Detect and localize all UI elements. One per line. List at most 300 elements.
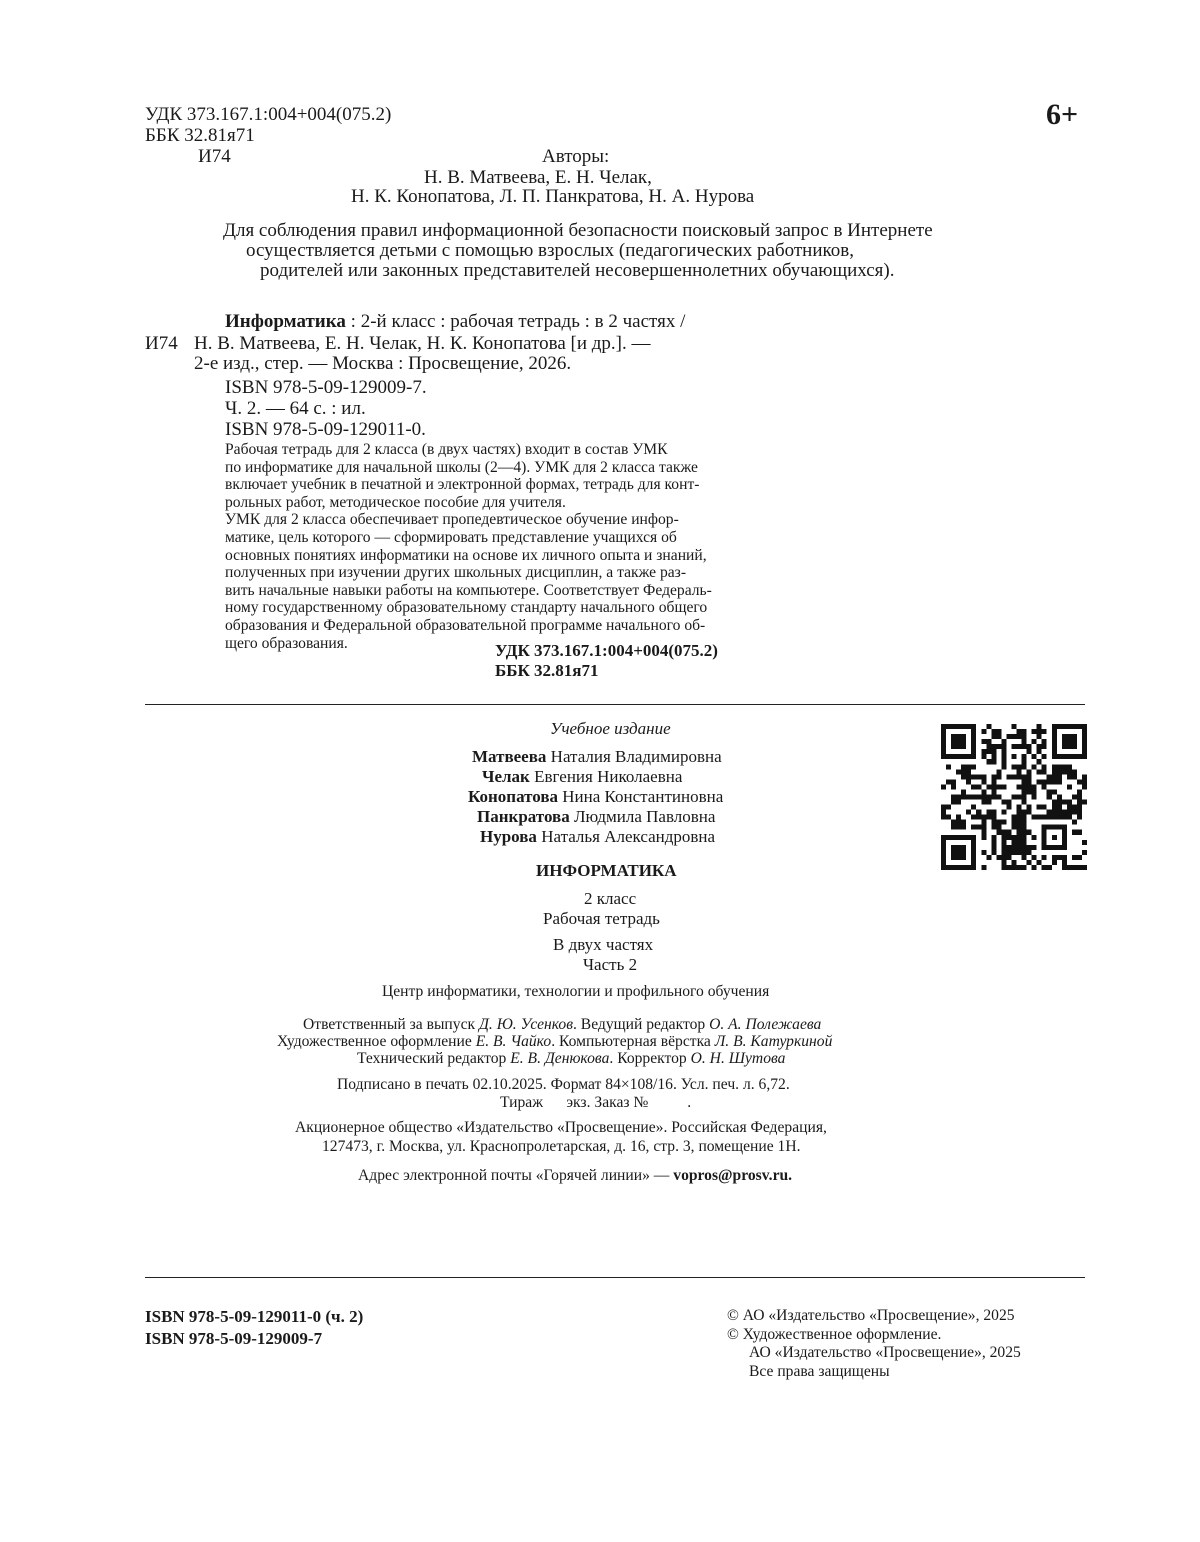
- qr-module: [1027, 850, 1032, 855]
- qr-module: [991, 815, 996, 820]
- divider-top: [145, 704, 1085, 705]
- qr-module: [1032, 739, 1037, 744]
- qr-module: [966, 794, 971, 799]
- qr-module: [991, 845, 996, 850]
- qr-module: [1006, 774, 1011, 779]
- staff-role: Технический редактор: [357, 1050, 511, 1067]
- qr-module: [971, 784, 976, 789]
- qr-module: [986, 810, 991, 815]
- qr-module: [1027, 789, 1032, 794]
- qr-module: [1017, 769, 1022, 774]
- catalog-title-bold: Информатика: [225, 311, 346, 332]
- qr-module: [996, 734, 1001, 739]
- qr-module: [1001, 759, 1006, 764]
- qr-module: [1017, 835, 1022, 840]
- staff-role: Ответственный за выпуск: [303, 1016, 479, 1033]
- qr-module: [991, 759, 996, 764]
- qr-module: [1006, 830, 1011, 835]
- qr-module: [986, 749, 991, 754]
- qr-module: [1032, 794, 1037, 799]
- print-line-2: Тираж экз. Заказ № .: [500, 1094, 692, 1111]
- qr-module: [1062, 810, 1067, 815]
- qr-module: [1027, 805, 1032, 810]
- qr-module: [1032, 784, 1037, 789]
- qr-module: [981, 729, 986, 734]
- qr-module: [1027, 860, 1032, 865]
- qr-module: [1057, 810, 1062, 815]
- catalog-edition-line: 2-е изд., стер. — Москва : Просвещение, 2026.: [194, 353, 572, 374]
- qr-module: [1067, 800, 1072, 805]
- qr-module: [1032, 815, 1037, 820]
- parts-count: В двух частях: [553, 935, 654, 954]
- qr-module: [991, 850, 996, 855]
- qr-module: [996, 820, 1001, 825]
- qr-module: [996, 784, 1001, 789]
- imprint-person: [472, 746, 722, 767]
- qr-module: [981, 779, 986, 784]
- qr-module: [1017, 825, 1022, 830]
- qr-module: [1001, 754, 1006, 759]
- qr-module: [1001, 850, 1006, 855]
- qr-module: [1027, 845, 1032, 850]
- qr-module: [1022, 810, 1027, 815]
- qr-module: [946, 815, 951, 820]
- qr-module: [1017, 810, 1022, 815]
- qr-module: [1001, 840, 1006, 845]
- qr-module: [981, 789, 986, 794]
- qr-module: [1077, 794, 1082, 799]
- qr-module: [956, 794, 961, 799]
- qr-module: [1042, 779, 1047, 784]
- qr-module: [1072, 805, 1077, 810]
- catalog-part-line: Ч. 2. — 64 с. : ил.: [225, 398, 366, 419]
- qr-module: [1052, 769, 1057, 774]
- qr-module: [1032, 754, 1037, 759]
- qr-module: [986, 855, 991, 860]
- qr-module: [1006, 850, 1011, 855]
- qr-module: [991, 840, 996, 845]
- qr-module: [1032, 835, 1037, 840]
- qr-module: [981, 815, 986, 820]
- qr-module: [976, 825, 981, 830]
- qr-module: [986, 800, 991, 805]
- qr-module: [1011, 850, 1016, 855]
- annotation: [225, 441, 775, 652]
- qr-module: [1057, 769, 1062, 774]
- header-udk: УДК 373.167.1:004+004(075.2): [145, 104, 392, 125]
- edition-type: Учебное издание: [550, 719, 671, 738]
- qr-module: [1082, 850, 1087, 855]
- annotation-paragraph-2: [225, 511, 775, 652]
- qr-module: [1027, 779, 1032, 784]
- qr-module: [991, 749, 996, 754]
- hotline-line: [358, 1166, 792, 1185]
- qr-module: [1042, 739, 1047, 744]
- qr-module: [1017, 830, 1022, 835]
- qr-module: [1001, 784, 1006, 789]
- qr-module: [1006, 734, 1011, 739]
- qr-module: [1057, 815, 1062, 820]
- qr-module: [1052, 855, 1057, 860]
- qr-module: [1042, 769, 1047, 774]
- qr-module: [1037, 769, 1042, 774]
- qr-module: [956, 815, 961, 820]
- person-surname: Конопатова: [468, 787, 559, 806]
- qr-module: [976, 794, 981, 799]
- qr-module: [1017, 820, 1022, 825]
- qr-module: [1037, 749, 1042, 754]
- person-name: Людмила Павловна: [573, 807, 716, 826]
- qr-module: [1077, 865, 1082, 870]
- qr-module: [986, 784, 991, 789]
- book-type: Рабочая тетрадь: [543, 909, 660, 928]
- staff-person: Е. В. Денюкова: [510, 1050, 610, 1067]
- qr-module: [966, 774, 971, 779]
- qr-finder-bottom-left: [941, 835, 976, 870]
- annotation-line: вить начальные навыки работы на компьютере. Соответствует Федераль-: [225, 581, 712, 599]
- qr-module: [1082, 840, 1087, 845]
- qr-module: [1001, 835, 1006, 840]
- annotation-line: УМК для 2 класса обеспечивает пропедевтическое обучение инфор-: [225, 511, 679, 529]
- qr-module: [951, 825, 956, 830]
- qr-module: [1052, 860, 1057, 865]
- qr-module: [1042, 764, 1047, 769]
- qr-module: [1067, 769, 1072, 774]
- qr-module: [1042, 784, 1047, 789]
- staff-person: Л. В. Катуркиной: [714, 1033, 833, 1050]
- qr-finder-top-left: [941, 724, 976, 759]
- qr-module: [1077, 779, 1082, 784]
- qr-module: [1022, 815, 1027, 820]
- qr-module: [1001, 800, 1006, 805]
- qr-module: [1022, 734, 1027, 739]
- qr-module: [1077, 815, 1082, 820]
- qr-module: [1001, 810, 1006, 815]
- qr-module: [976, 774, 981, 779]
- qr-module: [1011, 724, 1016, 729]
- qr-module: [1006, 865, 1011, 870]
- qr-module: [981, 794, 986, 799]
- qr-module: [1022, 779, 1027, 784]
- qr-module: [1022, 744, 1027, 749]
- qr-module: [1057, 779, 1062, 784]
- qr-module: [991, 794, 996, 799]
- qr-module: [1077, 855, 1082, 860]
- hotline-text: Адрес электронной почты «Горячей линии» —: [358, 1167, 674, 1184]
- qr-module: [1037, 805, 1042, 810]
- safety-notice-line-1: Для соблюдения правил информационной безопасности поисковый запрос в Интернете: [223, 220, 933, 241]
- qr-module: [1011, 825, 1016, 830]
- qr-module: [1001, 845, 1006, 850]
- qr-module: [1042, 855, 1047, 860]
- qr-module: [946, 779, 951, 784]
- qr-module: [1017, 784, 1022, 789]
- catalog-isbn-2: ISBN 978-5-09-129011-0.: [225, 419, 426, 440]
- part-number: Часть 2: [583, 955, 638, 974]
- qr-module: [1022, 855, 1027, 860]
- publisher-line-2: 127473, г. Москва, ул. Краснопролетарская, д. 16, стр. 3, помещение 1Н.: [322, 1138, 801, 1155]
- qr-module: [1032, 865, 1037, 870]
- qr-module: [1022, 835, 1027, 840]
- imprint-person: [480, 826, 715, 847]
- qr-module: [1011, 754, 1016, 759]
- qr-module: [971, 764, 976, 769]
- qr-module: [1022, 840, 1027, 845]
- qr-module: [1006, 835, 1011, 840]
- qr-module: [1001, 830, 1006, 835]
- qr-module: [1077, 800, 1082, 805]
- qr-module: [981, 754, 986, 759]
- qr-module: [1032, 845, 1037, 850]
- qr-module: [941, 805, 946, 810]
- qr-module: [1057, 805, 1062, 810]
- qr-module: [971, 825, 976, 830]
- qr-module: [1022, 789, 1027, 794]
- qr-module: [1001, 749, 1006, 754]
- qr-module: [1062, 855, 1067, 860]
- annotation-udk: УДК 373.167.1:004+004(075.2): [495, 641, 718, 660]
- qr-module: [1027, 784, 1032, 789]
- qr-module: [981, 830, 986, 835]
- qr-module: [956, 800, 961, 805]
- qr-module: [1001, 855, 1006, 860]
- qr-module: [1017, 744, 1022, 749]
- qr-module: [991, 789, 996, 794]
- qr-module: [991, 784, 996, 789]
- qr-module: [1052, 764, 1057, 769]
- imprint-person: [468, 786, 723, 807]
- qr-module: [951, 820, 956, 825]
- qr-module: [1017, 729, 1022, 734]
- qr-module: [961, 764, 966, 769]
- qr-module: [1042, 729, 1047, 734]
- qr-module: [1057, 764, 1062, 769]
- qr-module: [1022, 784, 1027, 789]
- qr-module: [986, 815, 991, 820]
- annotation-line: включает учебник в печатной и электронной формах, тетрадь для конт-: [225, 476, 700, 494]
- qr-module: [941, 784, 946, 789]
- qr-module: [991, 744, 996, 749]
- qr-module: [996, 855, 1001, 860]
- annotation-paragraph-1: [225, 441, 775, 511]
- annotation-line: матике, цель которого — сформировать представление учащихся об: [225, 528, 677, 546]
- qr-module: [1006, 800, 1011, 805]
- qr-module: [961, 825, 966, 830]
- qr-module: [1057, 774, 1062, 779]
- annotation-line: полученных при изучении других школьных дисциплин, а также раз-: [225, 564, 687, 582]
- qr-module: [1027, 744, 1032, 749]
- qr-module: [1047, 810, 1052, 815]
- qr-module: [1022, 759, 1027, 764]
- qr-alignment: [1042, 825, 1067, 850]
- qr-module: [961, 789, 966, 794]
- qr-module: [1072, 820, 1077, 825]
- staff-person: О. Н. Шутова: [690, 1050, 786, 1067]
- qr-module: [996, 794, 1001, 799]
- qr-module: [1082, 800, 1087, 805]
- qr-module: [1017, 850, 1022, 855]
- qr-module: [1022, 825, 1027, 830]
- qr-module: [1037, 759, 1042, 764]
- qr-module: [1067, 865, 1072, 870]
- qr-module: [1037, 815, 1042, 820]
- qr-module: [1077, 810, 1082, 815]
- person-surname: Челак: [482, 767, 530, 786]
- copyright-3: АО «Издательство «Просвещение», 2025: [749, 1344, 1021, 1361]
- publishing-center: Центр информатики, технологии и профильного обучения: [382, 983, 770, 1000]
- qr-module: [1032, 729, 1037, 734]
- qr-module: [991, 734, 996, 739]
- qr-module: [1001, 764, 1006, 769]
- qr-module: [1001, 744, 1006, 749]
- qr-module: [1011, 734, 1016, 739]
- qr-module: [971, 815, 976, 820]
- qr-module: [1022, 845, 1027, 850]
- qr-module: [956, 820, 961, 825]
- authors-label: Авторы:: [542, 146, 610, 167]
- qr-module: [1042, 805, 1047, 810]
- qr-module: [946, 764, 951, 769]
- qr-module: [991, 774, 996, 779]
- qr-module: [1022, 820, 1027, 825]
- qr-module: [991, 754, 996, 759]
- catalog-isbn-1: ISBN 978-5-09-129009-7.: [225, 377, 427, 398]
- qr-module: [986, 794, 991, 799]
- qr-module: [1032, 764, 1037, 769]
- qr-module: [1082, 865, 1087, 870]
- annotation-line: ному государственному образовательному стандарту начального общего: [225, 599, 708, 617]
- person-surname: Нурова: [480, 827, 537, 846]
- qr-module: [976, 815, 981, 820]
- qr-module: [971, 805, 976, 810]
- qr-module: [951, 784, 956, 789]
- qr-module: [1017, 764, 1022, 769]
- staff-role: . Корректор: [609, 1050, 691, 1067]
- qr-module: [971, 794, 976, 799]
- qr-module: [966, 810, 971, 815]
- qr-module: [1006, 805, 1011, 810]
- qr-module: [1011, 865, 1016, 870]
- qr-module: [981, 825, 986, 830]
- qr-module: [1082, 774, 1087, 779]
- qr-module: [1001, 860, 1006, 865]
- qr-finder-top-right: [1052, 724, 1087, 759]
- qr-module: [1032, 789, 1037, 794]
- qr-module: [941, 815, 946, 820]
- qr-module: [986, 744, 991, 749]
- imprint-person: [477, 806, 715, 827]
- qr-module: [1027, 830, 1032, 835]
- qr-module: [981, 850, 986, 855]
- qr-module: [1027, 774, 1032, 779]
- safety-notice-line-3: родителей или законных представителей несовершеннолетних обучающихся).: [260, 260, 895, 281]
- qr-module: [1027, 769, 1032, 774]
- staff-person: Д. Ю. Усенков: [478, 1016, 573, 1033]
- qr-module: [1067, 805, 1072, 810]
- qr-module: [1047, 779, 1052, 784]
- qr-module: [1062, 815, 1067, 820]
- qr-module: [996, 729, 1001, 734]
- header-author-mark: И74: [198, 146, 231, 167]
- qr-module: [1011, 774, 1016, 779]
- qr-module: [1011, 794, 1016, 799]
- qr-module: [981, 800, 986, 805]
- qr-module: [1037, 744, 1042, 749]
- qr-module: [1022, 739, 1027, 744]
- qr-module: [1001, 865, 1006, 870]
- qr-module: [1017, 805, 1022, 810]
- qr-module: [1072, 794, 1077, 799]
- qr-module: [1077, 805, 1082, 810]
- qr-module: [1022, 850, 1027, 855]
- qr-module: [1072, 865, 1077, 870]
- qr-module: [996, 825, 1001, 830]
- qr-module: [1022, 794, 1027, 799]
- qr-module: [1011, 744, 1016, 749]
- grade: 2 класс: [584, 889, 637, 908]
- qr-module: [1022, 764, 1027, 769]
- qr-module: [1072, 830, 1077, 835]
- person-name: Наталия Владимировна: [550, 747, 722, 766]
- qr-module: [1022, 729, 1027, 734]
- qr-module: [1037, 860, 1042, 865]
- qr-module: [961, 794, 966, 799]
- hotline-email-link[interactable]: vopros@prosv.ru.: [673, 1167, 793, 1184]
- qr-module: [966, 764, 971, 769]
- authors-line-2: Н. К. Конопатова, Л. П. Панкратова, Н. А. Нурова: [351, 186, 755, 207]
- person-surname: Матвеева: [472, 747, 547, 766]
- qr-module: [1047, 794, 1052, 799]
- qr-module: [1057, 794, 1062, 799]
- qr-module: [1082, 779, 1087, 784]
- safety-notice-line-2: осуществляется детьми с помощью взрослых (педагогических работников,: [246, 240, 854, 261]
- qr-module: [981, 865, 986, 870]
- imprint-person: [482, 766, 682, 787]
- staff-person: Е. В. Чайко: [475, 1033, 552, 1050]
- copyright-2: © Художественное оформление.: [727, 1326, 942, 1343]
- qr-module: [986, 759, 991, 764]
- qr-module: [1017, 794, 1022, 799]
- rights-reserved: Все права защищены: [749, 1363, 890, 1380]
- qr-module: [1067, 815, 1072, 820]
- book-title: ИНФОРМАТИКА: [536, 861, 677, 880]
- qr-module: [1022, 800, 1027, 805]
- qr-module: [1032, 855, 1037, 860]
- qr-module: [981, 835, 986, 840]
- staff-line-3: [357, 1049, 785, 1068]
- qr-module: [1052, 779, 1057, 784]
- qr-module: [991, 810, 996, 815]
- qr-module: [966, 779, 971, 784]
- qr-module: [976, 810, 981, 815]
- qr-module: [1042, 865, 1047, 870]
- catalog-title-line: [225, 311, 685, 333]
- person-name: Нина Константиновна: [562, 787, 724, 806]
- staff-role: . Компьютерная вёрстка: [551, 1033, 715, 1050]
- qr-module: [1072, 769, 1077, 774]
- qr-module: [1062, 769, 1067, 774]
- person-name: Евгения Николаевна: [534, 767, 683, 786]
- qr-module: [1082, 784, 1087, 789]
- qr-module: [1072, 810, 1077, 815]
- annotation-line: образования и Федеральной образовательной программе начального об-: [225, 616, 706, 634]
- qr-module: [1062, 860, 1067, 865]
- staff-role: Художественное оформление: [277, 1033, 476, 1050]
- qr-module: [996, 774, 1001, 779]
- qr-module: [961, 820, 966, 825]
- qr-module: [981, 774, 986, 779]
- catalog-title-rest: : 2-й класс : рабочая тетрадь : в 2 частях /: [345, 311, 686, 332]
